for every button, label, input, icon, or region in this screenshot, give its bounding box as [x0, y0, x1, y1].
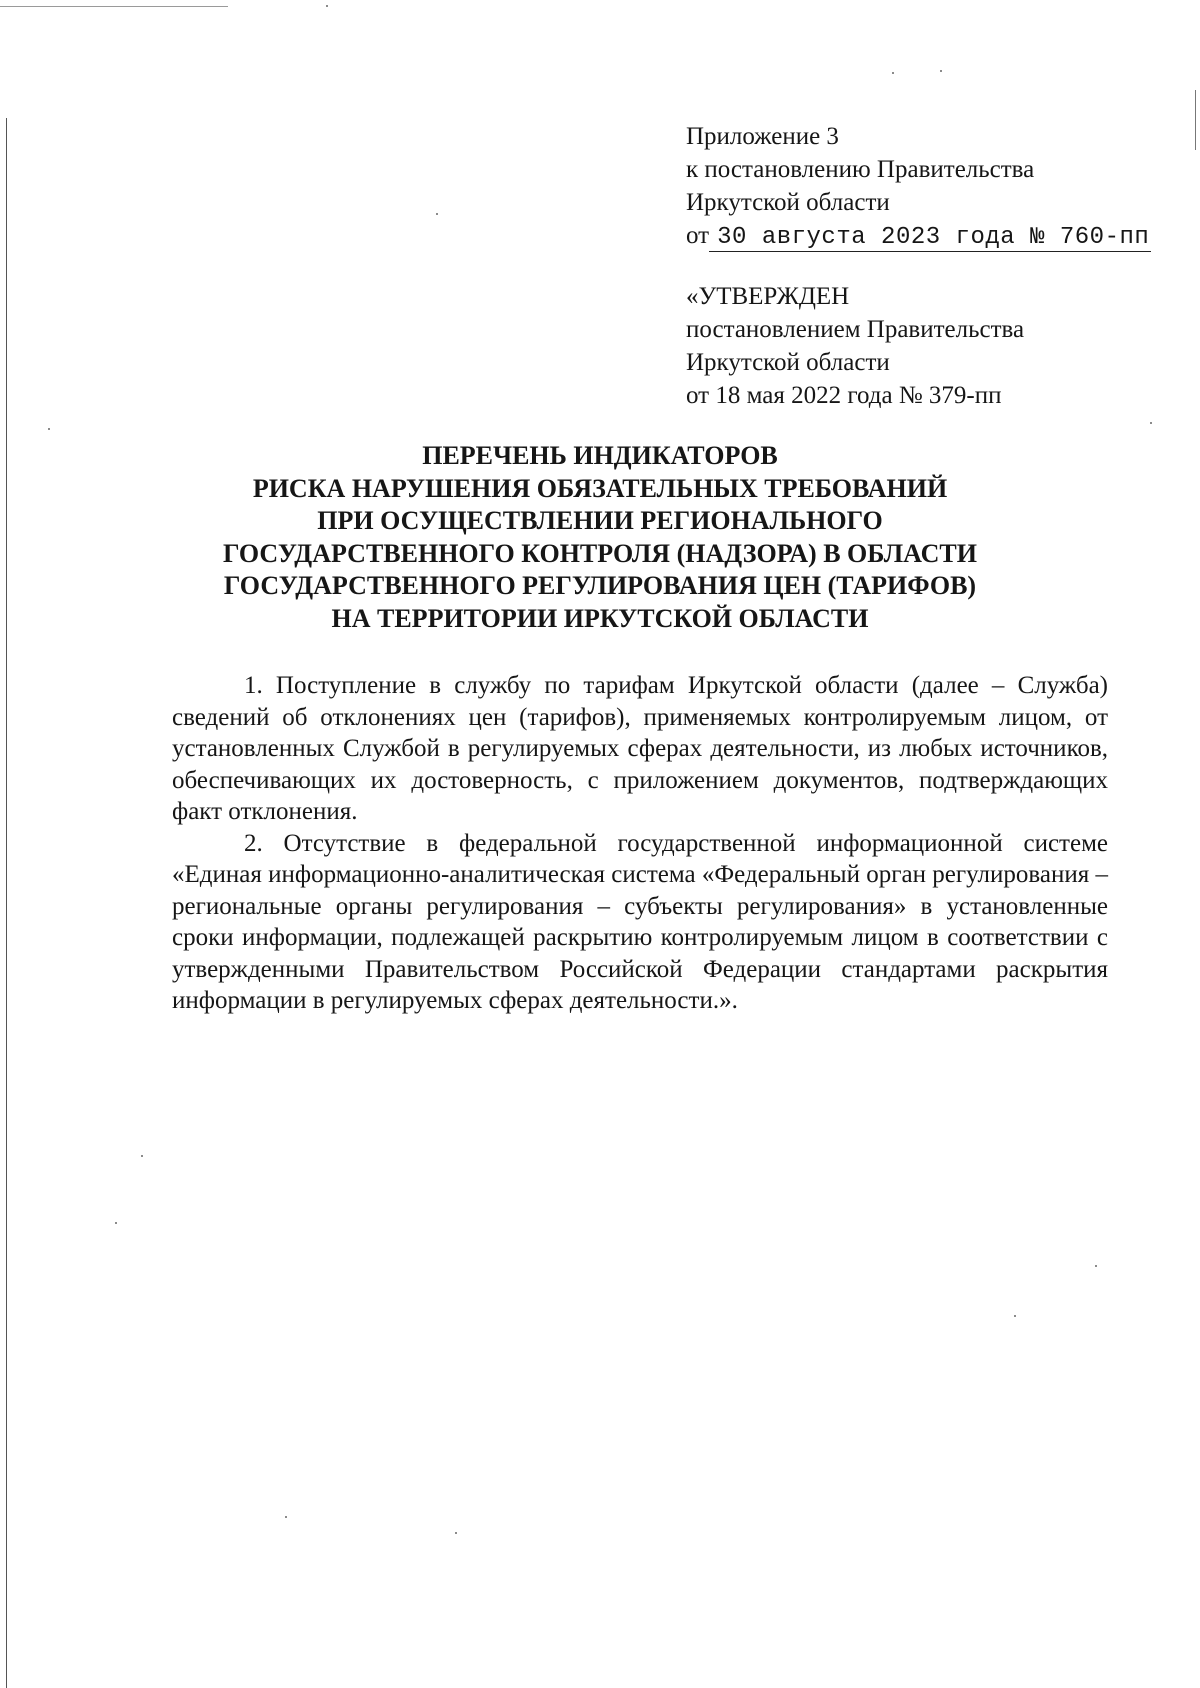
scan-speck: [892, 72, 894, 74]
title-line: ГОСУДАРСТВЕННОГО КОНТРОЛЯ (НАДЗОРА) В ОБЛАСТИ: [222, 538, 977, 568]
approved-region-line: Иркутской области: [686, 349, 890, 376]
title-line: ГОСУДАРСТВЕННОГО РЕГУЛИРОВАНИЯ ЦЕН (ТАРИФОВ): [223, 571, 977, 600]
title-line: ПЕРЕЧЕНЬ ИНДИКАТОРОВ: [422, 441, 778, 470]
title-line: НА ТЕРРИТОРИИ ИРКУТСКОЙ ОБЛАСТИ: [331, 603, 869, 633]
appendix-date-value: 30 августа 2023 года № 760-пп: [709, 224, 1151, 252]
scan-artifact-right-edge: [1195, 90, 1196, 150]
appendix-number: Приложение 3: [686, 123, 839, 150]
document-title: [150, 440, 1050, 635]
approved-date-line: от 18 мая 2022 года № 379-пп: [686, 382, 1002, 409]
appendix-date-line: [686, 219, 1186, 254]
title-line: РИСКА НАРУШЕНИЯ ОБЯЗАТЕЛЬНЫХ ТРЕБОВАНИЙ: [252, 473, 948, 503]
indicator-item: 1. Поступление в службу по тарифам Иркутской области (далее – Служба) сведений об отклонениях цен (тарифов), применяемых контролируемым лицом, от установленных Службой в регулируемых сферах деятельности, из любых источников, обеспечивающих их достоверность, с приложением документов, подтверждающих факт отклонения.: [172, 672, 1108, 825]
scan-speck: [436, 213, 438, 215]
appendix-region-line: Иркутской области: [686, 189, 890, 216]
approval-stamp: [686, 280, 1186, 412]
approved-resolution-line: постановлением Правительства: [686, 316, 1025, 343]
scan-speck: [1095, 1265, 1097, 1267]
document-body: [172, 670, 1108, 1017]
scan-speck: [285, 1516, 287, 1518]
appendix-resolution-line: к постановлению Правительства: [686, 156, 1035, 183]
scan-speck: [326, 5, 328, 7]
scan-speck: [48, 428, 50, 430]
approved-heading: «УТВЕРЖДЕН: [686, 283, 850, 310]
scan-artifact-top-line: [0, 6, 228, 7]
indicator-item: 2. Отсутствие в федеральной государственной информационной системе «Единая информационно-аналитическая система «Федеральный орган регулирования – региональные органы регулирования – субъекты регулирования» в установленные сроки информации, подлежащей раскрытию контролируемым лицом в соответствии с утвержденными Правительством Российской Федерации стандартами раскрытия информации в регулируемых сферах деятельности.».: [172, 829, 1108, 1014]
scan-speck: [1014, 1315, 1016, 1317]
appendix-reference: [686, 120, 1186, 254]
scan-speck: [115, 1222, 117, 1224]
appendix-date-prefix: от: [686, 222, 710, 249]
title-line: ПРИ ОСУЩЕСТВЛЕНИИ РЕГИОНАЛЬНОГО: [317, 506, 883, 535]
scan-speck: [940, 70, 942, 72]
scan-artifact-left-edge: [6, 118, 7, 1688]
scan-speck: [141, 1155, 143, 1157]
scan-speck: [455, 1532, 457, 1534]
scan-speck: [1150, 422, 1152, 424]
